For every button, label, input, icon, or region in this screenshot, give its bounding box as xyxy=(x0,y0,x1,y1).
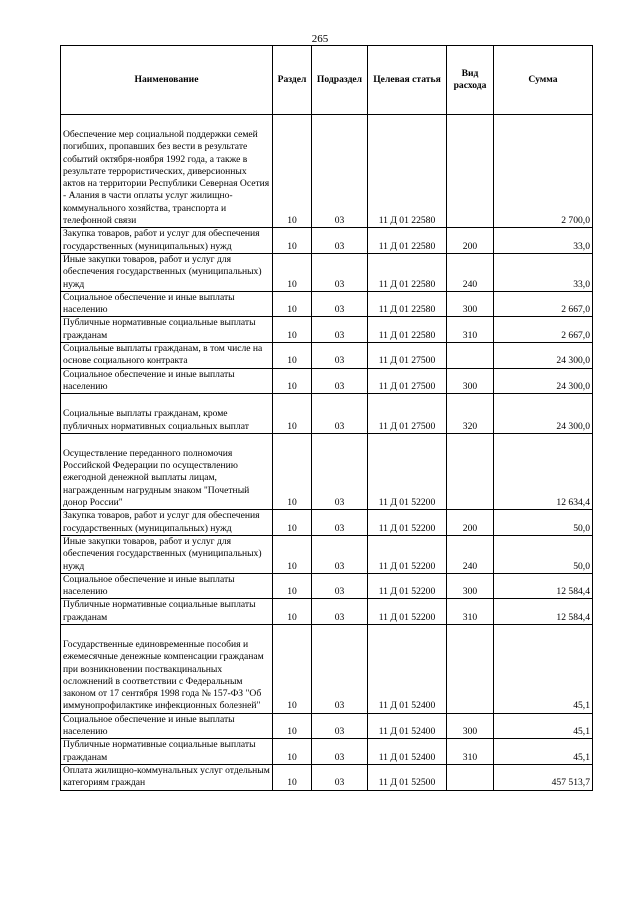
table-row xyxy=(61,368,593,394)
row-section-cell: 10 xyxy=(273,624,312,713)
row-name-cell: Государственные единовременные пособия и ежемесячные денежные компенсации гражданам при возникновении поствакцинальных осложнений в соответствии с Федеральным законом от 17 сентября 1998 года № 157-ФЗ "Об иммунопрофилактике инфекционных болезней" xyxy=(61,624,273,713)
row-section-cell: 10 xyxy=(273,291,312,317)
row-name-cell: Социальные выплаты гражданам, в том числе на основе социального контракта xyxy=(61,343,273,369)
row-sum-cell: 45,1 xyxy=(494,713,593,739)
row-type-cell xyxy=(447,115,494,228)
table-row xyxy=(61,510,593,536)
row-sum-cell: 457 513,7 xyxy=(494,764,593,790)
row-target-cell: 11 Д 01 52200 xyxy=(368,573,447,599)
row-subsection-cell: 03 xyxy=(312,739,368,765)
header-name: Наименование xyxy=(61,46,273,115)
table-row xyxy=(61,228,593,254)
table-row xyxy=(61,317,593,343)
row-subsection-cell: 03 xyxy=(312,535,368,573)
table-row xyxy=(61,535,593,573)
row-type-cell xyxy=(447,433,494,509)
page-number: 265 xyxy=(311,33,329,45)
row-name-cell: Публичные нормативные социальные выплаты гражданам xyxy=(61,317,273,343)
row-subsection-cell: 03 xyxy=(312,713,368,739)
row-name-cell: Социальные выплаты гражданам, кроме публичных нормативных социальных выплат xyxy=(61,394,273,434)
row-section-cell: 10 xyxy=(273,368,312,394)
row-type-cell xyxy=(447,764,494,790)
row-subsection-cell: 03 xyxy=(312,394,368,434)
row-type-cell xyxy=(447,343,494,369)
table-row xyxy=(61,433,593,509)
row-subsection-cell: 03 xyxy=(312,510,368,536)
row-section-cell: 10 xyxy=(273,253,312,291)
table-row xyxy=(61,599,593,625)
row-sum-cell: 50,0 xyxy=(494,535,593,573)
row-subsection-cell: 03 xyxy=(312,573,368,599)
row-subsection-cell: 03 xyxy=(312,764,368,790)
row-target-cell: 11 Д 01 52400 xyxy=(368,624,447,713)
row-name-cell: Социальное обеспечение и иные выплаты населению xyxy=(61,713,273,739)
row-subsection-cell: 03 xyxy=(312,624,368,713)
row-section-cell: 10 xyxy=(273,739,312,765)
row-sum-cell: 33,0 xyxy=(494,253,593,291)
budget-table xyxy=(60,45,593,791)
row-target-cell: 11 Д 01 52200 xyxy=(368,535,447,573)
row-subsection-cell: 03 xyxy=(312,228,368,254)
table-row xyxy=(61,291,593,317)
header-subsection: Подраздел xyxy=(312,46,368,115)
row-sum-cell: 2 700,0 xyxy=(494,115,593,228)
row-sum-cell: 12 634,4 xyxy=(494,433,593,509)
row-type-cell: 310 xyxy=(447,317,494,343)
table-row xyxy=(61,394,593,434)
row-sum-cell: 2 667,0 xyxy=(494,291,593,317)
row-section-cell: 10 xyxy=(273,510,312,536)
table-row xyxy=(61,573,593,599)
row-type-cell: 310 xyxy=(447,739,494,765)
row-section-cell: 10 xyxy=(273,535,312,573)
row-subsection-cell: 03 xyxy=(312,253,368,291)
row-type-cell: 300 xyxy=(447,713,494,739)
row-type-cell: 300 xyxy=(447,573,494,599)
header-sum: Сумма xyxy=(494,46,593,115)
row-target-cell: 11 Д 01 27500 xyxy=(368,368,447,394)
row-name-cell: Социальное обеспечение и иные выплаты населению xyxy=(61,368,273,394)
row-section-cell: 10 xyxy=(273,115,312,228)
row-type-cell: 300 xyxy=(447,368,494,394)
row-subsection-cell: 03 xyxy=(312,115,368,228)
row-target-cell: 11 Д 01 22580 xyxy=(368,115,447,228)
row-name-cell: Публичные нормативные социальные выплаты гражданам xyxy=(61,739,273,765)
row-name-cell: Социальное обеспечение и иные выплаты населению xyxy=(61,291,273,317)
row-section-cell: 10 xyxy=(273,599,312,625)
row-section-cell: 10 xyxy=(273,343,312,369)
row-target-cell: 11 Д 01 52500 xyxy=(368,764,447,790)
row-type-cell: 240 xyxy=(447,253,494,291)
row-target-cell: 11 Д 01 22580 xyxy=(368,291,447,317)
row-target-cell: 11 Д 01 22580 xyxy=(368,317,447,343)
row-name-cell: Публичные нормативные социальные выплаты гражданам xyxy=(61,599,273,625)
table-row xyxy=(61,343,593,369)
row-name-cell: Иные закупки товаров, работ и услуг для обеспечения государственных (муниципальных) нужд xyxy=(61,535,273,573)
row-subsection-cell: 03 xyxy=(312,433,368,509)
row-sum-cell: 24 300,0 xyxy=(494,368,593,394)
row-sum-cell: 12 584,4 xyxy=(494,599,593,625)
row-section-cell: 10 xyxy=(273,317,312,343)
row-type-cell: 310 xyxy=(447,599,494,625)
row-name-cell: Социальное обеспечение и иные выплаты населению xyxy=(61,573,273,599)
row-type-cell: 300 xyxy=(447,291,494,317)
row-sum-cell: 33,0 xyxy=(494,228,593,254)
row-sum-cell: 24 300,0 xyxy=(494,343,593,369)
row-sum-cell: 2 667,0 xyxy=(494,317,593,343)
row-type-cell xyxy=(447,624,494,713)
row-subsection-cell: 03 xyxy=(312,368,368,394)
row-target-cell: 11 Д 01 52200 xyxy=(368,433,447,509)
row-section-cell: 10 xyxy=(273,764,312,790)
table-row xyxy=(61,739,593,765)
row-sum-cell: 24 300,0 xyxy=(494,394,593,434)
table-row xyxy=(61,115,593,228)
table-row xyxy=(61,713,593,739)
row-subsection-cell: 03 xyxy=(312,599,368,625)
table-header-row xyxy=(61,46,593,115)
row-section-cell: 10 xyxy=(273,573,312,599)
row-name-cell: Обеспечение мер социальной поддержки семей погибших, пропавших без вести в результате событий октября-ноября 1992 года, а также в результате террористических, диверсионных актов на территории Республики Северная Осетия - Алания в части оплаты услуг жилищно-коммунального хозяйства, транспорта и телефонной связи xyxy=(61,115,273,228)
row-name-cell: Осуществление переданного полномочия Российской Федерации по осуществлению ежегодной денежной выплаты лицам, награжденным нагрудным знаком "Почетный донор России" xyxy=(61,433,273,509)
table-row xyxy=(61,253,593,291)
row-target-cell: 11 Д 01 22580 xyxy=(368,228,447,254)
row-target-cell: 11 Д 01 52200 xyxy=(368,510,447,536)
row-section-cell: 10 xyxy=(273,713,312,739)
row-target-cell: 11 Д 01 52200 xyxy=(368,599,447,625)
row-target-cell: 11 Д 01 52400 xyxy=(368,713,447,739)
row-sum-cell: 45,1 xyxy=(494,739,593,765)
row-type-cell: 200 xyxy=(447,510,494,536)
row-name-cell: Закупка товаров, работ и услуг для обеспечения государственных (муниципальных) нужд xyxy=(61,510,273,536)
row-subsection-cell: 03 xyxy=(312,317,368,343)
row-sum-cell: 50,0 xyxy=(494,510,593,536)
row-subsection-cell: 03 xyxy=(312,343,368,369)
header-target: Целевая статья xyxy=(368,46,447,115)
row-target-cell: 11 Д 01 27500 xyxy=(368,394,447,434)
row-name-cell: Иные закупки товаров, работ и услуг для обеспечения государственных (муниципальных) нужд xyxy=(61,253,273,291)
row-section-cell: 10 xyxy=(273,433,312,509)
row-target-cell: 11 Д 01 22580 xyxy=(368,253,447,291)
row-type-cell: 240 xyxy=(447,535,494,573)
row-subsection-cell: 03 xyxy=(312,291,368,317)
row-target-cell: 11 Д 01 52400 xyxy=(368,739,447,765)
row-type-cell: 200 xyxy=(447,228,494,254)
row-section-cell: 10 xyxy=(273,394,312,434)
header-expense-type: Вид расхода xyxy=(447,46,494,115)
row-sum-cell: 12 584,4 xyxy=(494,573,593,599)
row-name-cell: Оплата жилищно-коммунальных услуг отдельным категориям граждан xyxy=(61,764,273,790)
row-sum-cell: 45,1 xyxy=(494,624,593,713)
header-section: Раздел xyxy=(273,46,312,115)
row-type-cell: 320 xyxy=(447,394,494,434)
row-section-cell: 10 xyxy=(273,228,312,254)
row-target-cell: 11 Д 01 27500 xyxy=(368,343,447,369)
table-row xyxy=(61,764,593,790)
table-row xyxy=(61,624,593,713)
row-name-cell: Закупка товаров, работ и услуг для обеспечения государственных (муниципальных) нужд xyxy=(61,228,273,254)
